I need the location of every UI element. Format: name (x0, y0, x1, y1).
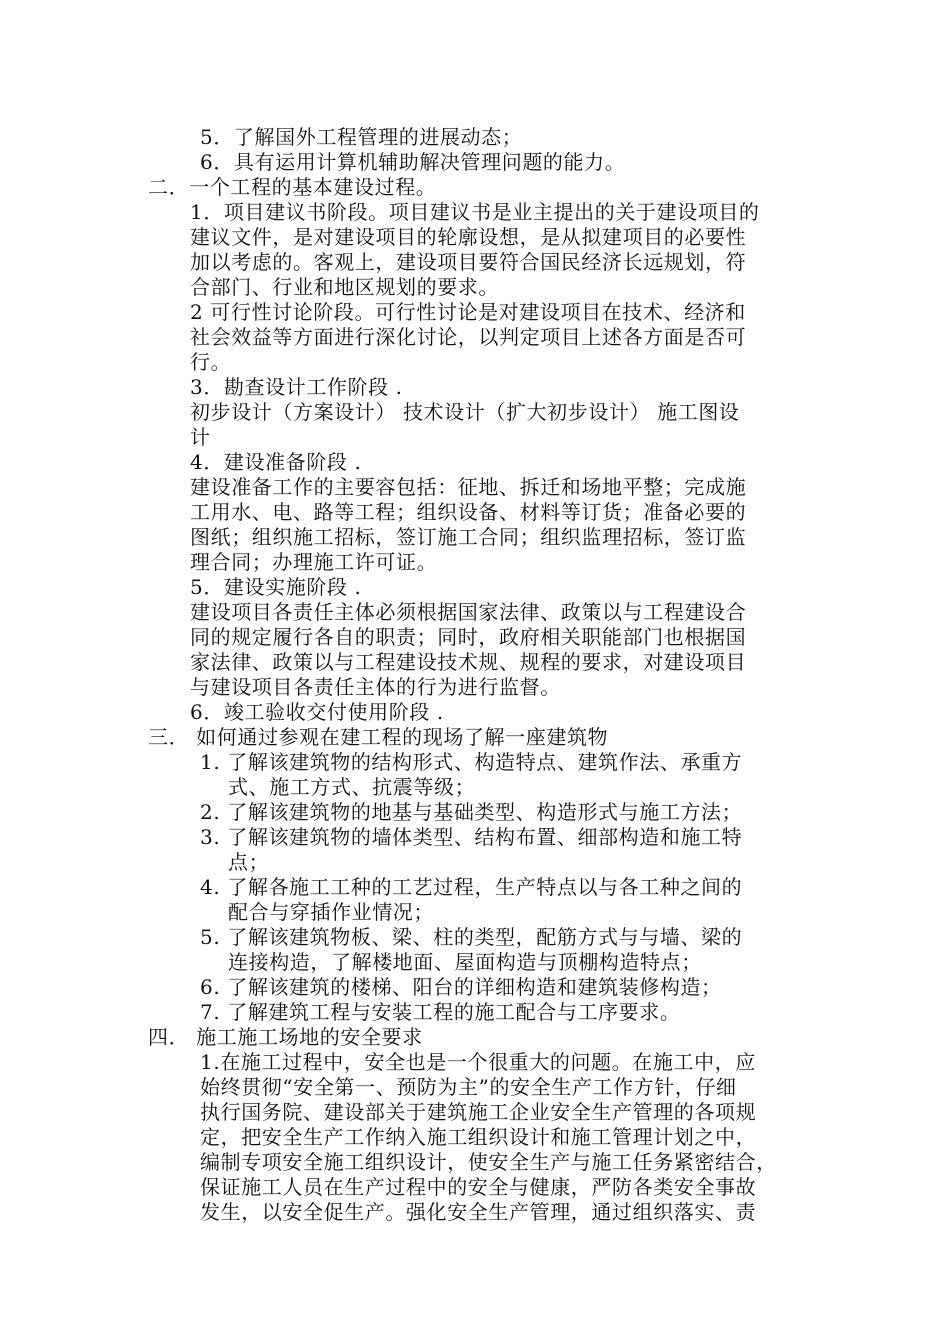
section-heading-2: 二．一个工程的基本建设过程。 (148, 175, 437, 199)
list-item: 7. 了解建筑工程与安装工程的施工配合与工序要求。 (200, 1000, 681, 1024)
paragraph-line: 家法律、政策以与工程建设技术规、规程的要求，对建设项目 (190, 650, 747, 674)
list-item: 4. 了解各施工工种的工艺过程，生产特点以与各工种之间的 (200, 875, 743, 899)
paragraph-line: 定，把安全生产工作纳入施工组织设计和施工管理计划之中， (200, 1125, 757, 1149)
paragraph-line: 执行国务院、建设部关于建筑施工企业安全生产管理的各项规 (200, 1100, 757, 1124)
paragraph-line: 与建设项目各责任主体的行为进行监督。 (190, 675, 561, 699)
paragraph-line: 建设项目各责任主体必须根据国家法律、政策以与工程建设合 (190, 600, 747, 624)
paragraph-line: 合部门、行业和地区规划的要求。 (190, 275, 499, 299)
paragraph-line: 同的规定履行各自的职责；同时，政府相关职能部门也根据国 (190, 625, 747, 649)
section-heading-3: 三． 如何通过参观在建工程的现场了解一座建筑物 (148, 725, 609, 749)
paragraph-line: 理合同；办理施工许可证。 (190, 550, 438, 574)
list-item-continuation: 点； (228, 850, 270, 874)
paragraph-line: 社会效益等方面进行深化讨论，以判定项目上述各方面是否可 (190, 325, 747, 349)
paragraph-line: 建议文件，是对建设项目的轮廓设想，是从拟建项目的必要性 (190, 225, 747, 249)
list-item: 5. 了解该建筑物板、梁、柱的类型，配筋方式与与墙、梁的 (200, 925, 743, 949)
paragraph-line: 1．项目建议书阶段。项目建议书是业主提出的关于建设项目的 (190, 200, 760, 224)
list-item: 3. 了解该建筑物的墙体类型、结构布置、细部构造和施工特 (200, 825, 743, 849)
list-item-6-computer-skills: 6．具有运用计算机辅助解决管理问题的能力。 (200, 150, 626, 174)
paragraph-line: 加以考虑的。客观上，建设项目要符合国民经济长远规划，符 (190, 250, 747, 274)
paragraph-line: 工用水、电、路等工程；组织设备、材料等订货；准备必要的 (190, 500, 747, 524)
stage-heading-5: 5．建设实施阶段 . (190, 575, 362, 599)
list-item-continuation: 配合与穿插作业情况； (228, 900, 434, 924)
list-item: 2. 了解该建筑物的地基与基础类型、构造形式与施工方法； (200, 800, 743, 824)
list-item-5-foreign-management: 5．了解国外工程管理的进展动态； (200, 125, 523, 149)
paragraph-line: 始终贯彻“安全第一、预防为主”的安全生产工作方针，仔细 (200, 1075, 737, 1099)
list-item: 6. 了解该建筑的楼梯、阳台的详细构造和建筑装修构造； (200, 975, 722, 999)
stage-heading-4: 4．建设准备阶段 . (190, 450, 362, 474)
paragraph-line: 初步设计（方案设计） 技术设计（扩大初步设计） 施工图设 (190, 400, 740, 424)
paragraph-line: 1.在施工过程中，安全也是一个很重大的问题。在施工中，应 (200, 1050, 756, 1074)
paragraph-line: 保证施工人员在生产过程中的安全与健康，严防各类安全事故 (200, 1175, 757, 1199)
list-item-continuation: 式、施工方式、抗震等级； (228, 775, 476, 799)
paragraph-line: 建设准备工作的主要容包括：征地、拆迁和场地平整；完成施 (190, 475, 747, 499)
paragraph-line: 发生，以安全促生产。强化安全生产管理，通过组织落实、责 (200, 1200, 757, 1224)
stage-heading-6: 6．竣工验收交付使用阶段 . (190, 700, 444, 724)
paragraph-line: 行。 (190, 350, 232, 374)
section-heading-4: 四． 施工施工场地的安全要求 (148, 1025, 423, 1049)
stage-heading-3: 3．勘查设计工作阶段 . (190, 375, 403, 399)
list-item-continuation: 连接构造，了解楼地面、屋面构造与顶棚构造特点； (228, 950, 702, 974)
paragraph-line: 图纸；组织施工招标，签订施工合同；组织监理招标，签订监 (190, 525, 747, 549)
paragraph-line: 编制专项安全施工组织设计，使安全生产与施工任务紧密结合， (200, 1150, 777, 1174)
list-item: 1. 了解该建筑物的结构形式、构造特点、建筑作法、承重方 (200, 750, 743, 774)
paragraph-line: 计 (190, 425, 211, 449)
paragraph-line: 2 可行性讨论阶段。可行性讨论是对建设项目在技术、经济和 (190, 300, 746, 324)
